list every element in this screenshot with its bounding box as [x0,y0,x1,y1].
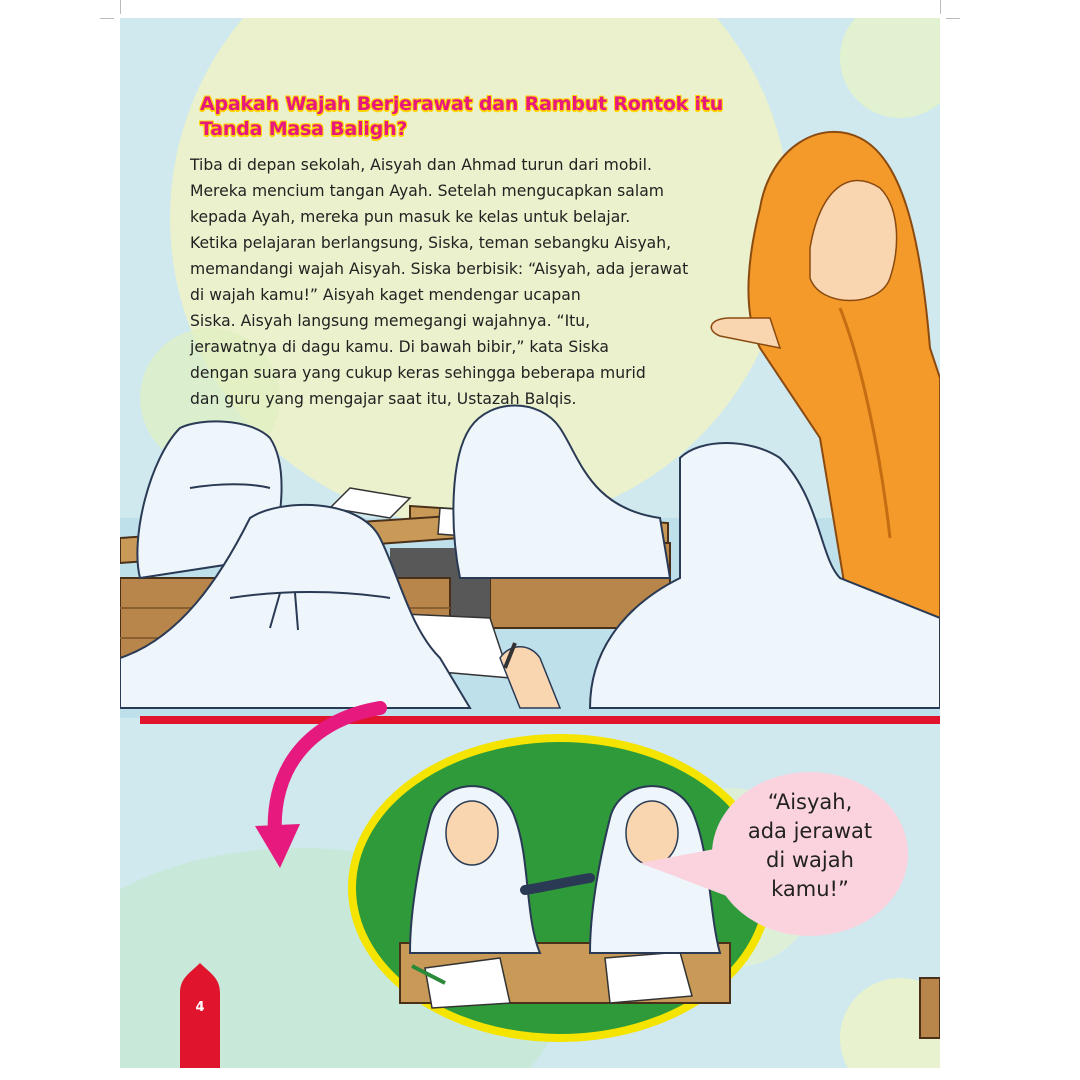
bg-bubble [840,18,940,118]
book-page [120,18,940,1068]
story-paragraph-2: Ketika pelajaran berlangsung, Siska, teman sebangku Aisyah, memandangi wajah Aisyah. Siska berbisik: “Aisyah, ada jerawat di wajah kamu!” Aisyah kaget mendengar ucapan Siska. Aisyah langsung memegangi wajahnya. “Itu, jerawatnya di dagu kamu. Di bawah bibir,” kata Siska dengan suara yang cukup keras sehingga beberapa murid dan guru yang mengajar saat itu, Ustazah Balqis. [190,234,689,408]
crop-mark [946,18,960,19]
scene-divider [140,716,940,724]
crop-mark [100,18,114,19]
story-paragraph-1: Tiba di depan sekolah, Aisyah dan Ahmad turun dari mobil. Mereka mencium tangan Ayah. Setelah mengucapkan salam kepada Ayah, mereka pun masuk ke kelas untuk belajar. [190,156,664,226]
page-title: Apakah Wajah Berjerawat dan Rambut Rontok itu Tanda Masa Baligh? [200,93,724,140]
page-number-tab [180,963,220,1068]
page-number: 4 [195,1000,205,1015]
desk [920,978,940,1038]
speech-bubble-text: “Aisyah, ada jerawat di wajah kamu!” [747,790,873,901]
pointer-arrow [275,708,380,838]
closeup-book [605,952,692,1003]
crop-mark [940,0,941,14]
crop-mark [120,0,121,14]
